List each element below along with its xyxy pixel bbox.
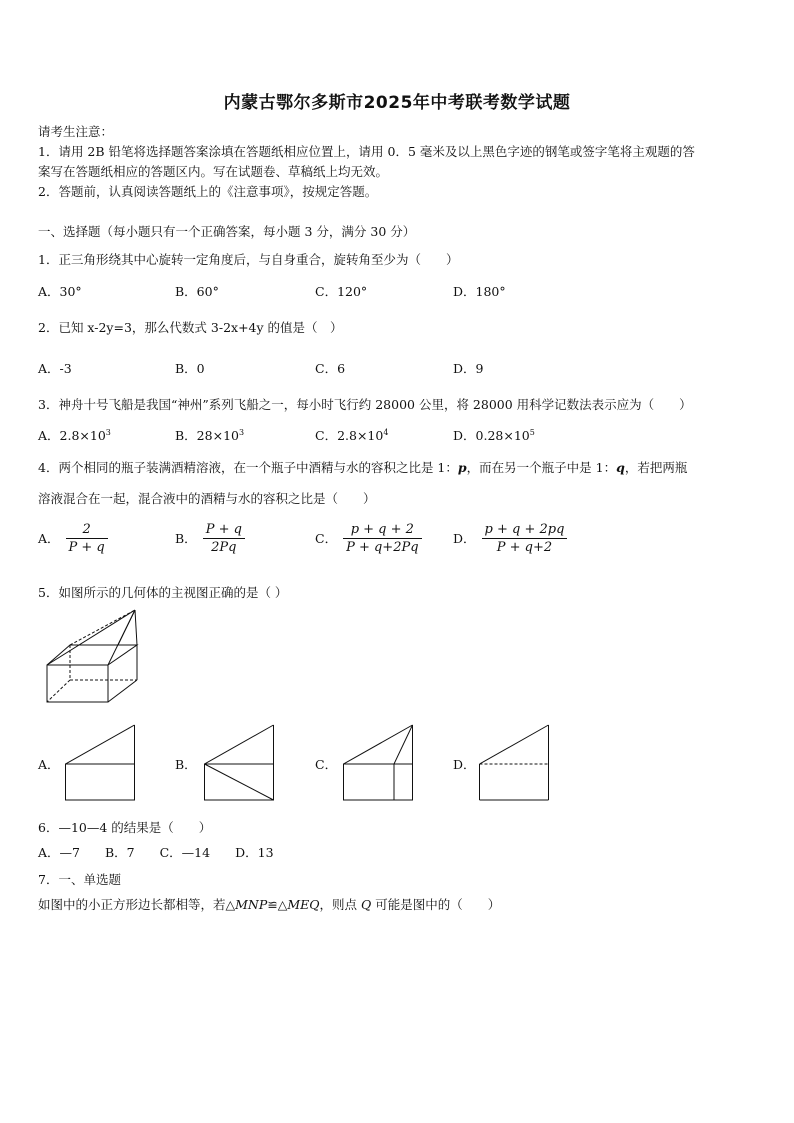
q5-option-a-label: A． [38,757,60,772]
q2-option-b: B．0 [175,361,205,376]
q2-option-a: A．-3 [38,361,72,376]
question-4-stem-line2: 溶液混合在一起，混合液中的酒精与水的容积之比是（ ） [38,491,376,506]
q2-option-c: C．6 [315,361,346,376]
q5-option-b-label: B． [175,757,197,772]
q4-option-c: C． $\frac{p + q + 2}{P + q+2Pq}$ [315,522,422,555]
question-2-stem: 2．已知 x-2y=3，那么代数式 3-2x+4y 的值是（ ） [38,320,343,335]
fraction: $\frac{2}{P + q}$ [66,522,108,555]
q3-option-d: D．$0.28\times 10^5$ [453,427,535,443]
q1-option-b: B．60° [175,284,219,299]
fraction: $\frac{p + q + 2}{P + q+2Pq}$ [343,522,421,555]
question-1-stem: 1．正三角形绕其中心旋转一定角度后，与自身重合，旋转角至少为（ ） [38,252,459,267]
section-heading: 一、选择题（每小题只有一个正确答案，每小题 3 分，满分 30 分） [38,224,416,239]
fraction: $\frac{p + q + 2pq}{P + q+2}$ [482,522,568,555]
q1-option-c: C．120° [315,284,368,299]
q3-option-b: B．$28\times 10^3$ [175,427,245,443]
notice-heading: 请考生注意： [38,124,114,139]
q1-option-d: D．180° [453,284,506,299]
q4-option-a: A． $\frac{2}{P + q}$ [38,522,108,555]
question-7-stem: 7．一、单选题 [38,872,121,887]
q4-option-d: D． $\frac{p + q + 2pq}{P + q+2}$ [453,522,567,555]
notice-line-2: 2．答题前，认真阅读答题纸上的《注意事项》，按规定答题。 [38,184,378,199]
question-7-body: 如图中的小正方形边长都相等，若△MNP≌△MEQ，则点 Q 可能是图中的（ ） [38,897,501,912]
q6-options: A．—7 B．7 C．—14 D．13 [38,845,274,860]
q5-option-d-figure [478,722,550,802]
notice-line-1: 1．请用 2B 铅笔将选择题答案涂填在答题纸相应位置上，请用 0．5 毫米及以上黑色字迹的钢笔或签字笔将主观题的答 [38,144,695,159]
q5-option-d-label: D． [453,757,476,772]
q4-option-b: B． $\frac{P + q}{2Pq}$ [175,522,245,555]
q2-option-d: D．9 [453,361,484,376]
question-5-stem: 5．如图所示的几何体的主视图正确的是（ ） [38,585,288,600]
q5-option-b-figure [203,722,275,802]
q5-option-a-figure [64,722,136,802]
q3-option-c: C．$2.8\times 10^4$ [315,427,389,443]
q5-option-c-label: C． [315,757,338,772]
question-3-stem: 3．神舟十号飞船是我国“神州”系列飞船之一，每小时飞行约 28000 公里，将 28000 用科学记数法表示应为（ ） [38,397,692,412]
solid-figure [40,605,140,705]
question-6-stem: 6．—10—4 的结果是（ ） [38,820,212,835]
fraction: $\frac{P + q}{2Pq}$ [203,522,245,555]
q1-option-a: A．30° [38,284,82,299]
q5-option-c-figure [342,722,414,802]
question-4-stem-line1: 4．两个相同的瓶子装满酒精溶液，在一个瓶子中酒精与水的容积之比是 1：p，而在另一个瓶子中是 1：q，若把两瓶 [38,460,688,475]
q3-option-a: A．$2.8\times 10^3$ [38,427,111,443]
page-title: 内蒙古鄂尔多斯市2025年中考联考数学试题 [223,93,571,113]
notice-line-1b: 案写在答题纸相应的答题区内。写在试题卷、草稿纸上均无效。 [38,164,389,179]
